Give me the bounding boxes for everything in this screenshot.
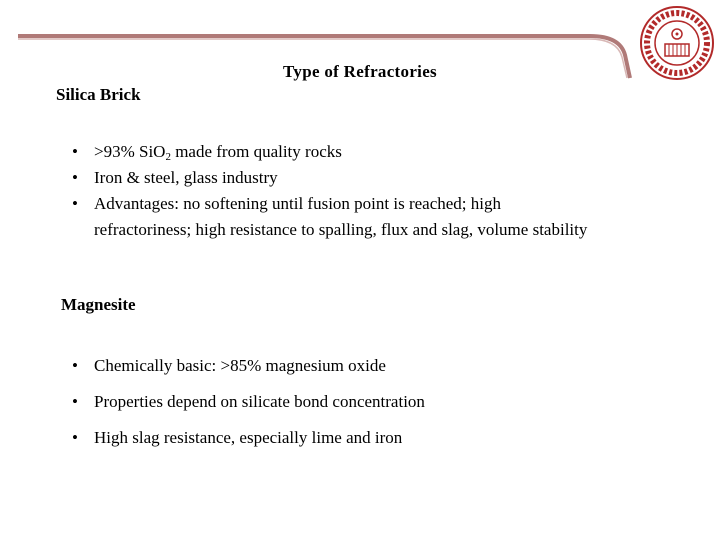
list-item bbox=[72, 353, 632, 379]
slide-title: Type of Refractories bbox=[283, 62, 437, 81]
bullet-icon: • bbox=[72, 142, 78, 161]
bullet-text: Advantages: no softening until fusion point is reached; high refractoriness; high resistance to spalling, flux and slag, volume stability bbox=[94, 194, 588, 239]
bullet-icon: • bbox=[72, 392, 78, 411]
list-item bbox=[72, 425, 632, 451]
magnesite-bullet-list bbox=[72, 353, 632, 461]
silica-bullet-list bbox=[72, 139, 592, 243]
subscript-text: 2 bbox=[165, 151, 171, 163]
section-heading-magnesite: Magnesite bbox=[61, 295, 136, 314]
bullet-icon: • bbox=[72, 356, 78, 375]
bullet-icon: • bbox=[72, 168, 78, 187]
bullet-icon: • bbox=[72, 194, 78, 213]
bullet-icon: • bbox=[72, 428, 78, 447]
list-item bbox=[72, 139, 592, 165]
list-item bbox=[72, 389, 632, 415]
bullet-text: Chemically basic: >85% magnesium oxide bbox=[94, 356, 386, 375]
section-heading-silica-brick: Silica Brick bbox=[56, 85, 141, 104]
bullet-text-suffix: made from quality rocks bbox=[170, 142, 342, 161]
list-item bbox=[72, 191, 592, 243]
bullet-text: Properties depend on silicate bond concentration bbox=[94, 392, 425, 411]
bullet-text: High slag resistance, especially lime and iron bbox=[94, 428, 403, 447]
bullet-text: Iron & steel, glass industry bbox=[94, 168, 278, 187]
bullet-text-prefix: >93% SiO bbox=[94, 142, 166, 161]
list-item bbox=[72, 165, 592, 191]
